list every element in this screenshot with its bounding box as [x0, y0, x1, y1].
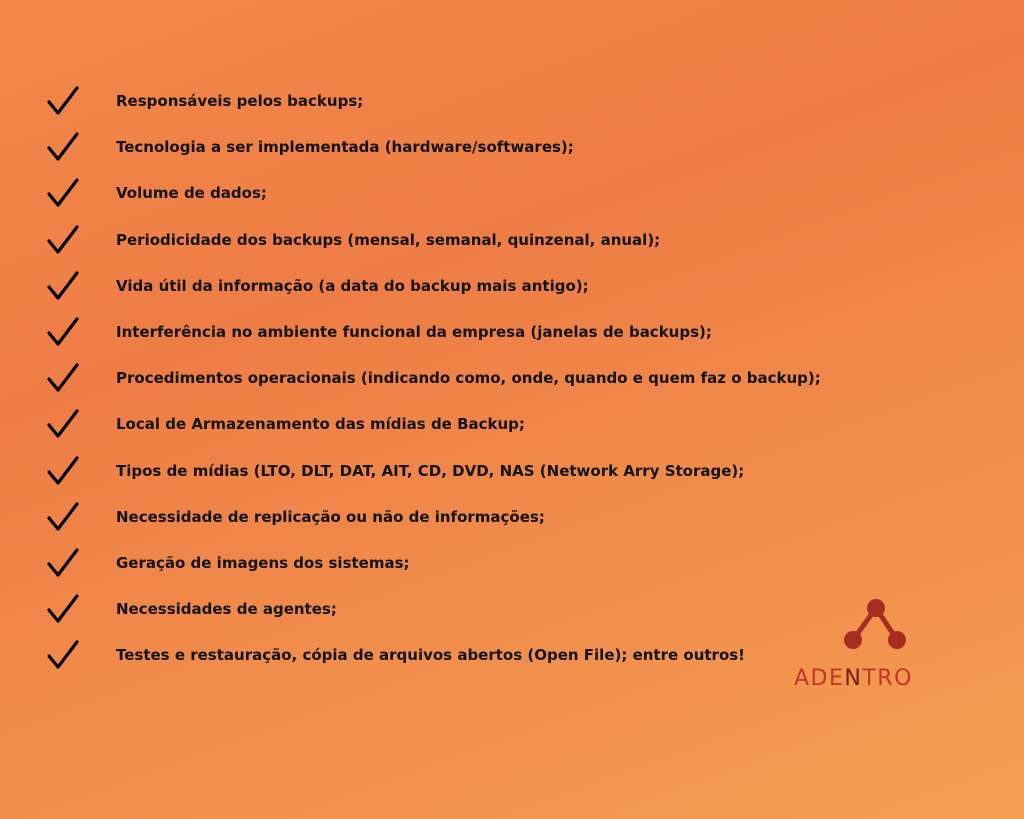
checkmark-icon [46, 84, 80, 118]
list-item [46, 540, 821, 586]
list-item-label: Vida útil da informação (a data do backup mais antigo); [116, 276, 589, 295]
list-item-label: Interferência no ambiente funcional da empresa (janelas de backups); [116, 323, 712, 342]
list-item-label: Geração de imagens dos sistemas; [116, 553, 410, 572]
list-item [46, 124, 821, 170]
list-item [46, 78, 821, 124]
list-item-label: Necessidade de replicação ou não de informações; [116, 507, 545, 526]
checkmark-icon [46, 638, 80, 672]
list-item [46, 355, 821, 401]
checkmark-icon [46, 269, 80, 303]
list-item [46, 632, 821, 678]
checkmark-icon [46, 407, 80, 441]
logo-text-accent: N [844, 666, 863, 691]
list-item-label: Volume de dados; [116, 184, 267, 203]
list-item [46, 586, 821, 632]
logo-text-start: ADE [794, 666, 845, 691]
list-item [46, 217, 821, 263]
list-item-label: Responsáveis pelos backups; [116, 92, 364, 111]
checkmark-icon [46, 315, 80, 349]
list-item [46, 401, 821, 447]
checkmark-icon [46, 361, 80, 395]
list-item [46, 263, 821, 309]
list-item [46, 309, 821, 355]
molecule-logo-icon [835, 596, 915, 658]
checkmark-icon [46, 500, 80, 534]
logo-text-end: TRO [862, 666, 913, 691]
list-item-label: Necessidades de agentes; [116, 600, 337, 619]
list-item [46, 170, 821, 216]
checkmark-icon [46, 454, 80, 488]
list-item-label: Procedimentos operacionais (indicando como, onde, quando e quem faz o backup); [116, 369, 821, 388]
checkmark-icon [46, 130, 80, 164]
list-item-label: Tecnologia a ser implementada (hardware/softwares); [116, 138, 574, 157]
checkmark-icon [46, 223, 80, 257]
list-item [46, 448, 821, 494]
logo-wordmark [794, 666, 913, 691]
checkmark-icon [46, 176, 80, 210]
checkmark-icon [46, 592, 80, 626]
checklist [46, 78, 821, 678]
list-item-label: Tipos de mídias (LTO, DLT, DAT, AIT, CD, DVD, NAS (Network Arry Storage); [116, 461, 745, 480]
list-item-label: Periodicidade dos backups (mensal, semanal, quinzenal, anual); [116, 230, 661, 249]
list-item-label: Local de Armazenamento das mídias de Backup; [116, 415, 525, 434]
list-item-label: Testes e restauração, cópia de arquivos abertos (Open File); entre outros! [116, 646, 746, 665]
checkmark-icon [46, 546, 80, 580]
list-item [46, 494, 821, 540]
adentro-logo [790, 596, 960, 696]
